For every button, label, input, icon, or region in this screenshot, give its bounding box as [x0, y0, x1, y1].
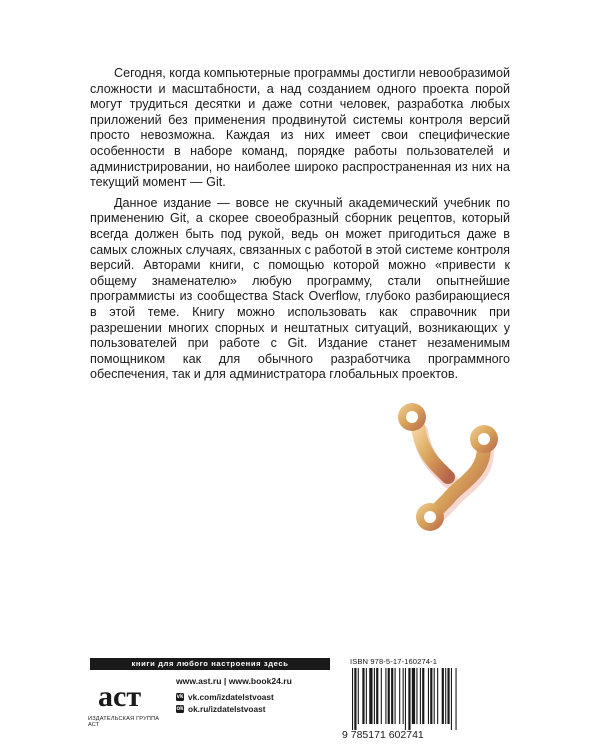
social-link-text: vk.com/izdatelstvoast	[188, 692, 274, 702]
publisher-name: ИЗДАТЕЛЬСКАЯ ГРУППА АСТ	[88, 716, 160, 728]
barcode-bar	[442, 668, 444, 724]
barcode-bar	[369, 668, 372, 724]
barcode-bar	[422, 668, 424, 724]
isbn-barcode	[340, 668, 510, 740]
git-branch-logo-icon	[390, 395, 510, 535]
barcode-bar	[376, 668, 378, 724]
barcode-bar	[428, 668, 429, 724]
barcode-bar	[388, 668, 390, 724]
isbn: ISBN 978-5-17-160274-1	[350, 657, 438, 666]
barcode-bar	[420, 668, 421, 724]
barcode-digits: 9 785171 602741	[342, 729, 424, 740]
barcode-bar	[445, 668, 446, 724]
barcode-bar	[352, 668, 353, 730]
barcode-bar	[416, 668, 417, 724]
barcode-bar	[358, 668, 359, 724]
barcode-bar	[374, 668, 375, 724]
publisher-websites[interactable]: www.ast.ru | www.book24.ru	[176, 676, 292, 686]
barcode-bar	[430, 668, 432, 724]
social-link-text: ok.ru/izdatelstvoast	[188, 704, 266, 714]
svg-text:аст: аст	[98, 680, 142, 713]
barcode-bar	[456, 668, 457, 730]
barcode-bar	[451, 668, 452, 730]
barcode-bar	[408, 668, 410, 730]
ast-publisher-logo	[96, 676, 156, 714]
description-paragraph-2: Данное издание — вовсе не скучный академический учебник по применению Git, а скорее своеобразный сборник рецептов, который всегда должен быть под рукой, ведь он может пригодиться даже в самых сложных случаях, связанных с работой в этой системе контроля версий. Авторами книги, с помощью которой можно «привести к общему знаменателю» любую программу, стали опытнейшие программисты из сообщества Stack Overflow, глубоко разбирающиеся в этой теме. Книгу можно использовать как справочник при разрешении многих спорных и нештатных ситуаций, возникающих у пользователей при работе с Git. Издание станет незаменимым помощником как для обычного разработчика программного обеспечения, так и для администратора глобальных проектов.	[90, 195, 510, 382]
barcode-bar	[366, 668, 367, 724]
social-link-ok[interactable]	[176, 704, 265, 714]
slogan-bar: книги для любого настроения здесь	[90, 658, 330, 670]
barcode-bar	[412, 668, 415, 724]
barcode-bar	[403, 668, 404, 724]
description-paragraph-1: Сегодня, когда компьютерные программы достигли невообразимой сложности и масштабности, а над созданием одного проекта порой могут трудиться десятки и даже сотни человек, разработка любых приложений без применения продвинутой системы контроля версий просто невозможна. Каждая из них имеет свои специфические особенности в наборе команд, порядке работы пользователей и администрировании, но наиболее широко распространенная из них на текущий момент — Git.	[90, 66, 510, 190]
barcode-bar	[399, 668, 400, 724]
barcode-bar	[437, 668, 438, 724]
barcode-bar	[354, 668, 356, 730]
barcode-bar	[395, 668, 396, 724]
barcode-bar	[391, 668, 393, 724]
barcode-bar	[362, 668, 364, 724]
barcode-bar	[405, 668, 406, 730]
barcode-bar	[447, 668, 449, 724]
back-cover-description	[90, 66, 510, 388]
vk-icon: vk	[176, 694, 184, 700]
barcode-bar	[385, 668, 386, 724]
barcode-bar	[434, 668, 435, 724]
social-link-vk[interactable]	[176, 692, 274, 702]
barcode-bar	[381, 668, 382, 724]
ok-icon: ok	[176, 706, 184, 712]
